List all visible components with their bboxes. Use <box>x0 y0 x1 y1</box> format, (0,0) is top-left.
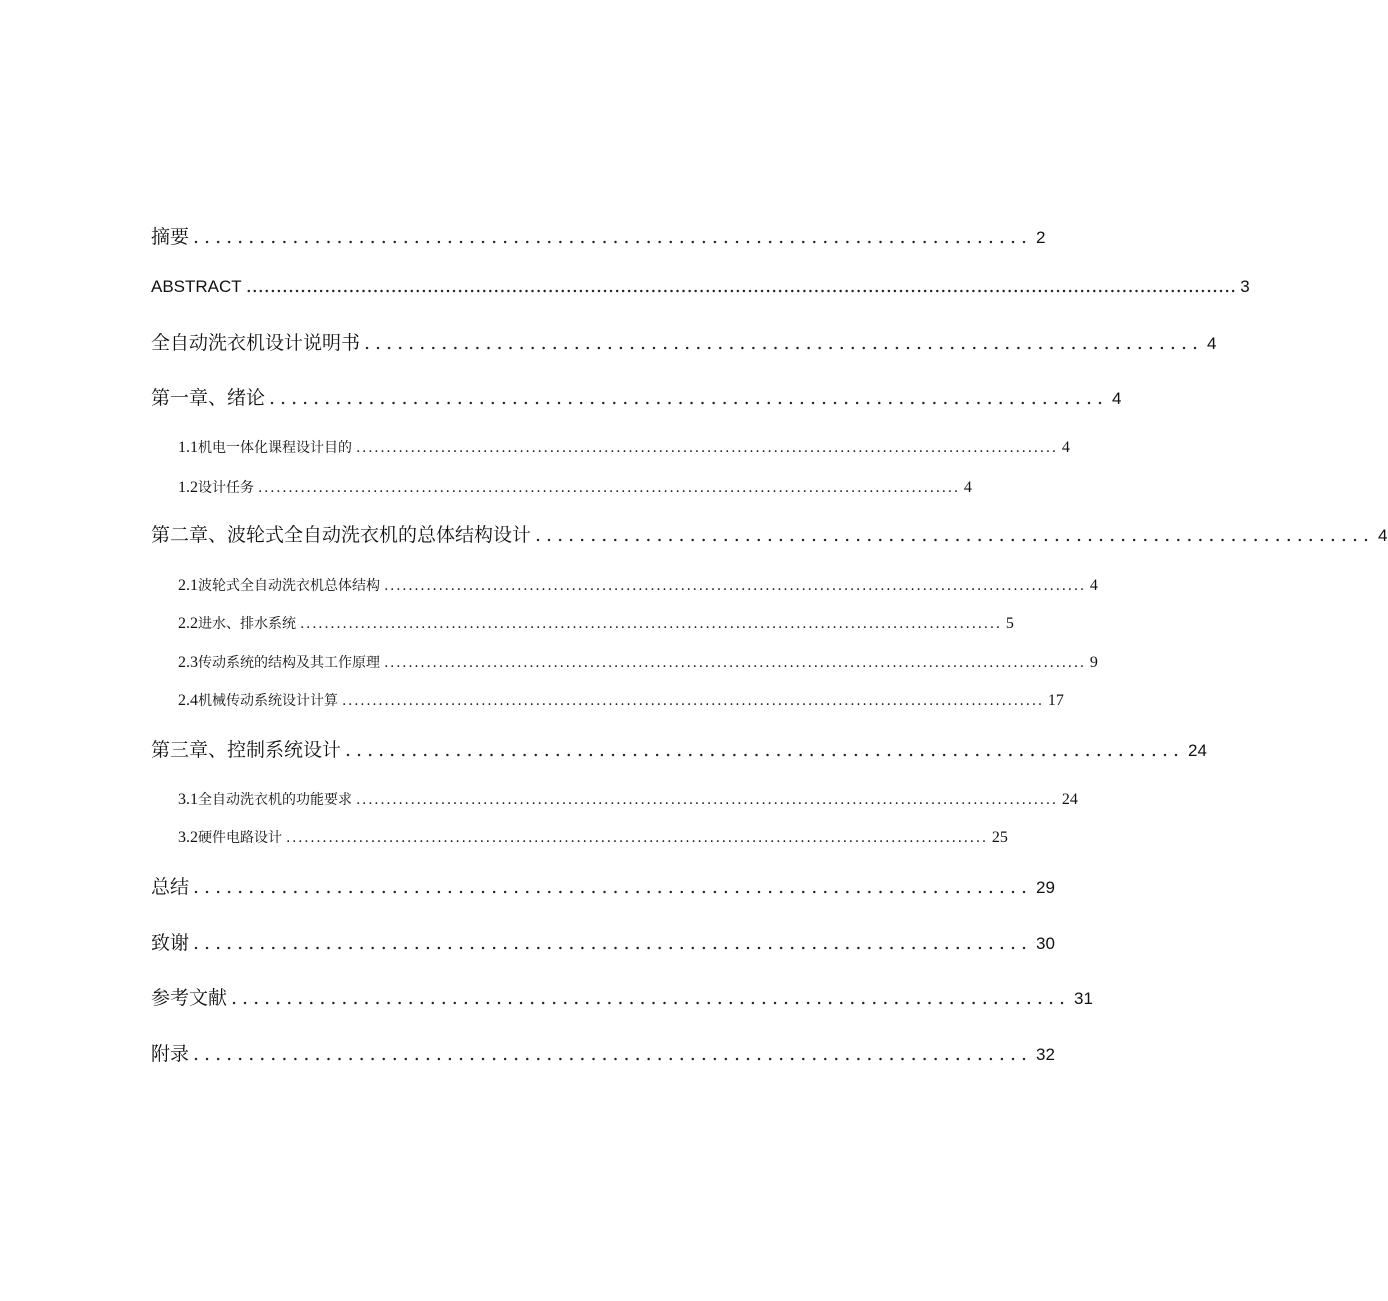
toc-page-number: 4 <box>1089 577 1098 594</box>
toc-page-number: 9 <box>1089 654 1098 671</box>
toc-entry-title: 第二章、波轮式全自动洗衣机的总体结构设计 <box>151 524 532 546</box>
toc-entry-title: 传动系统的结构及其工作原理 <box>198 655 380 671</box>
section-number: 1.1 <box>178 439 198 456</box>
toc-entry-chapter-3[interactable] <box>151 735 1207 762</box>
toc-page-number: 4 <box>1112 389 1122 408</box>
toc-entry-chapter-1[interactable] <box>151 383 1122 410</box>
dot-leader: .................................................................................................................... <box>384 655 1086 671</box>
dot-leader: .................................................................................................................... <box>384 578 1086 594</box>
toc-page-number: 30 <box>1036 934 1055 953</box>
toc-entry-title: 第一章、绪论 <box>151 387 266 409</box>
toc-entry-references[interactable] <box>151 983 1093 1010</box>
dot-leader: ............................................................................ <box>193 226 1033 248</box>
section-number: 2.2 <box>178 615 198 632</box>
section-number: 1.2 <box>178 479 198 496</box>
toc-page-number: 24 <box>1188 741 1207 760</box>
toc-entry-section-3-2[interactable] <box>178 827 1008 847</box>
toc-entry-title: 波轮式全自动洗衣机总体结构 <box>198 578 380 594</box>
toc-page-number: 17 <box>1047 692 1064 709</box>
dot-leader: ............................................................................ <box>231 987 1071 1009</box>
toc-page-number: 32 <box>1036 1045 1055 1064</box>
toc-entry-title: 全自动洗衣机的功能要求 <box>198 792 352 808</box>
dot-leader: ............................................................................ <box>193 932 1033 954</box>
toc-entry-title: 参考文献 <box>151 987 228 1009</box>
toc-entry-title: 总结 <box>151 876 190 898</box>
toc-entry-title: 附录 <box>151 1043 190 1065</box>
toc-entry-section-2-2[interactable] <box>178 613 1014 633</box>
toc-page-number: 4 <box>1207 334 1217 353</box>
dot-leader: ............................................................................ <box>193 1043 1033 1065</box>
toc-page-number: 2 <box>1036 228 1046 247</box>
toc-entry-design-manual[interactable] <box>151 328 1217 355</box>
toc-entry-title: 摘要 <box>151 226 190 248</box>
toc-entry-title: 设计任务 <box>198 480 254 496</box>
toc-entry-section-2-3[interactable] <box>178 652 1098 672</box>
dot-leader: .................................................................................................................... <box>258 480 960 496</box>
toc-page-number: 4 <box>1061 439 1070 456</box>
toc-entry-title: 第三章、控制系统设计 <box>151 739 342 761</box>
toc-page-number: 4 <box>963 479 972 496</box>
toc-page-number: 25 <box>991 829 1008 846</box>
dot-leader: ............................................................................ <box>535 524 1375 546</box>
toc-entry-title: 致谢 <box>151 932 190 954</box>
toc-entry-title: ABSTRACT <box>151 277 242 296</box>
toc-page-number: 29 <box>1036 878 1055 897</box>
dot-leader: ............................................................................ <box>364 332 1204 354</box>
toc-entry-summary[interactable] <box>151 872 1055 899</box>
toc-page-number: 24 <box>1061 791 1078 808</box>
dot-leader: .................................................................................................................... <box>356 792 1058 808</box>
dot-leader: .................................................................................................................................................................... <box>245 275 1237 297</box>
toc-entry-abstract-en[interactable] <box>151 275 1250 297</box>
toc-entry-title: 机电一体化课程设计目的 <box>198 440 352 456</box>
toc-page-number: 4 <box>1378 526 1388 545</box>
section-number: 2.1 <box>178 577 198 594</box>
toc-entry-acknowledgements[interactable] <box>151 928 1055 955</box>
dot-leader: .................................................................................................................... <box>342 693 1044 709</box>
section-number: 2.4 <box>178 692 198 709</box>
toc-entry-abstract-cn[interactable] <box>151 222 1046 249</box>
toc-page-number: 5 <box>1005 615 1014 632</box>
toc-entry-section-1-1[interactable] <box>178 437 1070 457</box>
toc-entry-appendix[interactable] <box>151 1039 1055 1066</box>
section-number: 3.2 <box>178 829 198 846</box>
dot-leader: .................................................................................................................... <box>356 440 1058 456</box>
toc-entry-title: 硬件电路设计 <box>198 830 282 846</box>
section-number: 2.3 <box>178 654 198 671</box>
toc-entry-section-3-1[interactable] <box>178 789 1078 809</box>
toc-entry-title: 全自动洗衣机设计说明书 <box>151 332 361 354</box>
dot-leader: ............................................................................ <box>193 876 1033 898</box>
toc-entry-chapter-2[interactable] <box>151 520 1388 547</box>
toc-page-number: 31 <box>1074 989 1093 1008</box>
toc-entry-section-2-1[interactable] <box>178 575 1098 595</box>
section-number: 3.1 <box>178 791 198 808</box>
toc-page-number: 3 <box>1240 277 1250 296</box>
dot-leader: ............................................................................ <box>345 739 1185 761</box>
toc-entry-section-1-2[interactable] <box>178 477 972 497</box>
toc-entry-section-2-4[interactable] <box>178 690 1064 710</box>
dot-leader: .................................................................................................................... <box>286 830 988 846</box>
dot-leader: ............................................................................ <box>269 387 1109 409</box>
toc-entry-title: 机械传动系统设计计算 <box>198 693 338 709</box>
toc-entry-title: 进水、排水系统 <box>198 616 296 632</box>
dot-leader: .................................................................................................................... <box>300 616 1002 632</box>
